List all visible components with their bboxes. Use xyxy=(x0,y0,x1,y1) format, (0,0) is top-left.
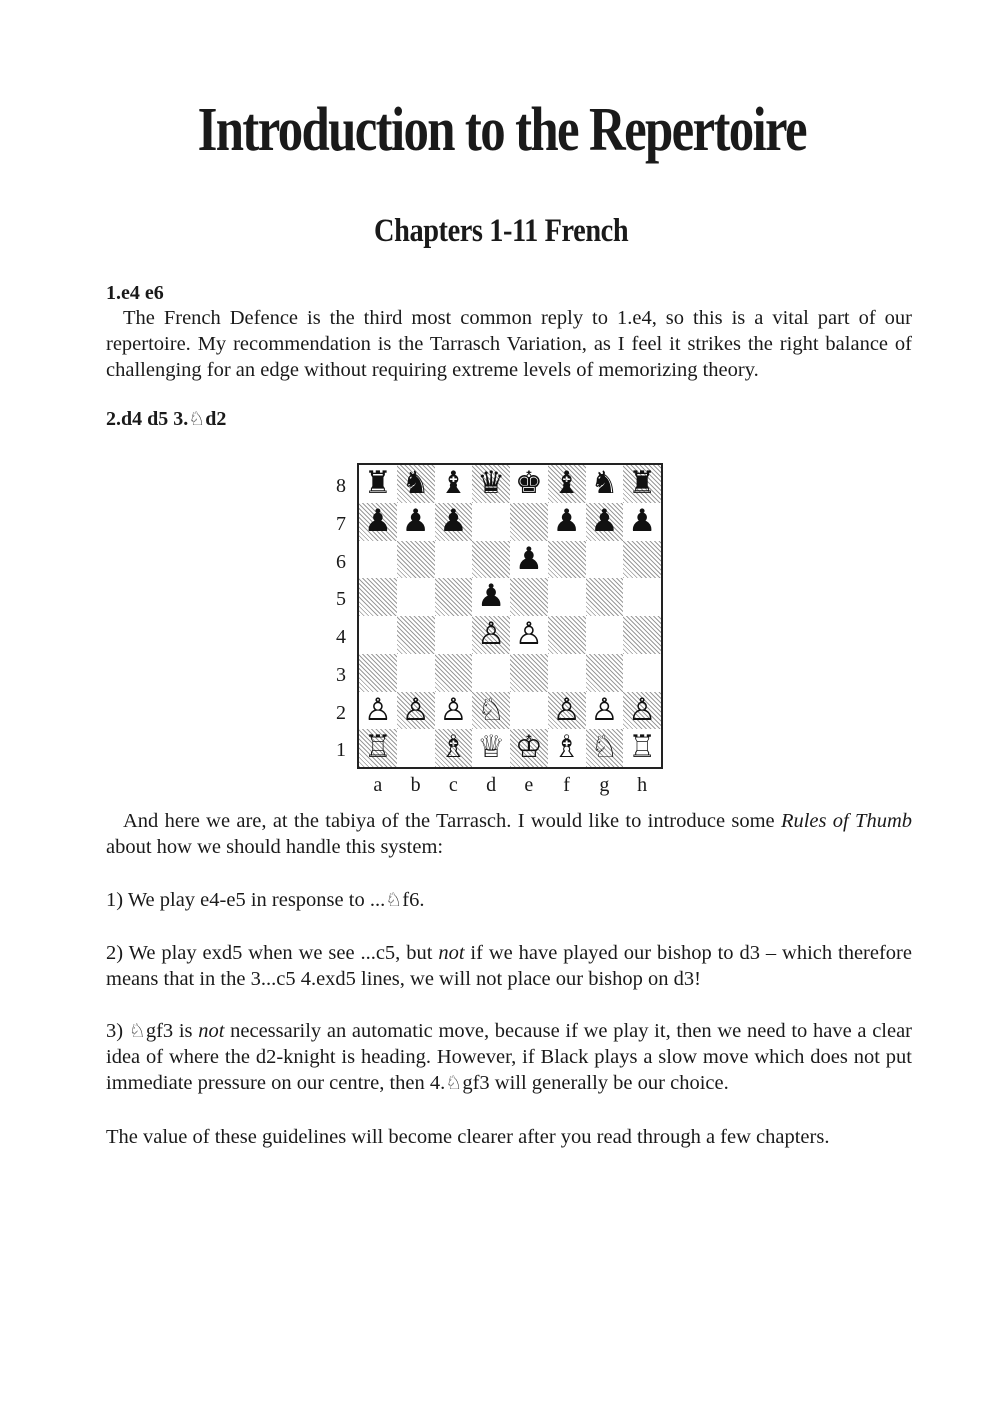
rank-label-4: 4 xyxy=(336,626,346,648)
rule-3-prefix: 3) xyxy=(106,1020,129,1042)
knight-icon: ♘ xyxy=(445,1072,463,1094)
square-g3 xyxy=(586,654,624,692)
square-h6 xyxy=(623,541,661,579)
rule-3 xyxy=(106,1018,912,1096)
square-h3 xyxy=(623,654,661,692)
square-f4 xyxy=(548,616,586,654)
rank-label-6: 6 xyxy=(336,550,346,573)
piece-e1: ♔ xyxy=(514,729,543,766)
square-e5 xyxy=(510,578,548,616)
square-c3 xyxy=(435,654,473,692)
square-a5 xyxy=(359,578,397,616)
rule-1 xyxy=(106,887,912,913)
rank-label-1: 1 xyxy=(336,739,346,762)
move-heading-2-square: d2 xyxy=(205,408,227,430)
piece-h1: ♖ xyxy=(628,729,657,766)
rule-3-text-2: necessarily an automatic move, because if we play it, then we need to have a clear idea of where the d2-knight is heading. However, if Black plays a slow move which does not put immediate pressure on our centre, then 4. xyxy=(106,1020,913,1094)
piece-h8: ♜ xyxy=(628,465,657,501)
piece-a2: ♙ xyxy=(363,691,392,728)
square-a4 xyxy=(359,616,397,654)
rule-2-emphasis: not xyxy=(438,942,465,964)
square-b6 xyxy=(397,541,435,579)
piece-c8: ♝ xyxy=(439,465,468,501)
square-b1 xyxy=(397,729,435,767)
file-label-c: c xyxy=(448,774,458,796)
rank-label-8: 8 xyxy=(336,475,346,497)
square-h4 xyxy=(623,616,661,654)
rules-of-thumb-text: Rules of Thumb xyxy=(780,810,912,832)
piece-d4: ♙ xyxy=(477,616,506,652)
file-label-b: b xyxy=(410,774,421,796)
piece-b7: ♟ xyxy=(401,502,430,539)
square-b5 xyxy=(397,578,435,616)
square-f6 xyxy=(548,541,586,579)
piece-f1: ♗ xyxy=(552,729,581,766)
page-title: Introduction to the Repertoire xyxy=(197,96,806,164)
rank-label-7: 7 xyxy=(336,512,346,535)
square-f3 xyxy=(548,654,586,692)
piece-b8: ♞ xyxy=(401,465,430,501)
intro-paragraph: The French Defence is the third most common reply to 1.e4, so this is a vital part of our repertoire. My recommendation is the Tarrasch Variation, as I feel it strikes the right balance of challenging for an edge without requiring extreme levels of memorizing theory. xyxy=(106,307,912,381)
square-b3 xyxy=(397,654,435,692)
tabiya-text-start: And here we are, at the tabiya of the Tarrasch. I would like to introduce some xyxy=(123,810,781,832)
rank-label-2: 2 xyxy=(336,701,346,724)
file-label-a: a xyxy=(373,774,383,796)
piece-d2: ♘ xyxy=(477,691,506,728)
piece-g7: ♟ xyxy=(590,502,619,539)
piece-g2: ♙ xyxy=(590,691,619,728)
file-label-d: d xyxy=(486,774,497,796)
piece-h7: ♟ xyxy=(628,502,657,539)
move-heading-1: 1.e4 e6 xyxy=(106,282,164,304)
piece-c7: ♟ xyxy=(439,502,468,539)
square-c5 xyxy=(435,578,473,616)
square-c6 xyxy=(435,541,473,579)
piece-h2: ♙ xyxy=(628,691,657,728)
square-a6 xyxy=(359,541,397,579)
square-g4 xyxy=(586,616,624,654)
rule-2-text-end: if we have played our bishop to d3 – which therefore means that in the 3...c5 4.exd5 lines, we will not place our bishop on d3! xyxy=(106,942,912,990)
square-e3 xyxy=(510,654,548,692)
tabiya-text-end: about how we should handle this system: xyxy=(106,836,444,858)
piece-a7: ♟ xyxy=(363,502,392,539)
square-f5 xyxy=(548,578,586,616)
piece-f8: ♝ xyxy=(552,465,581,501)
square-d3 xyxy=(472,654,510,692)
chapter-subtitle: Chapters 1-11 French xyxy=(374,213,629,249)
piece-e8: ♚ xyxy=(514,465,543,501)
rule-1-text-end: f6. xyxy=(402,889,425,911)
piece-a1: ♖ xyxy=(363,729,392,766)
square-c4 xyxy=(435,616,473,654)
move-heading-2 xyxy=(106,408,226,431)
piece-f2: ♙ xyxy=(552,691,581,728)
piece-b2: ♙ xyxy=(401,691,430,728)
piece-e6: ♟ xyxy=(514,540,543,577)
piece-g1: ♘ xyxy=(590,729,619,766)
rule-3-emphasis: not xyxy=(198,1020,225,1042)
square-b4 xyxy=(397,616,435,654)
square-h5 xyxy=(623,578,661,616)
square-e2 xyxy=(510,692,548,730)
square-d6 xyxy=(472,541,510,579)
tabiya-paragraph xyxy=(106,808,912,860)
rule-3-text-3: gf3 will generally be our choice. xyxy=(462,1072,729,1094)
rule-3-text-1: gf3 is xyxy=(145,1020,199,1042)
rank-label-5: 5 xyxy=(336,588,346,611)
piece-c2: ♙ xyxy=(439,691,468,728)
closing-paragraph: The value of these guidelines will become clearer after you read through a few chapters. xyxy=(106,1126,830,1148)
piece-c1: ♗ xyxy=(439,729,468,766)
file-label-f: f xyxy=(563,774,570,796)
piece-d5: ♟ xyxy=(477,578,506,615)
piece-g8: ♞ xyxy=(590,465,619,501)
rule-2 xyxy=(106,940,912,992)
knight-icon: ♘ xyxy=(385,889,403,911)
piece-a8: ♜ xyxy=(363,465,392,501)
move-heading-2-moves: 2.d4 d5 3. xyxy=(106,408,189,430)
piece-e4: ♙ xyxy=(514,616,543,652)
square-g5 xyxy=(586,578,624,616)
chess-board xyxy=(357,463,663,769)
square-e7 xyxy=(510,503,548,541)
file-label-g: g xyxy=(599,774,610,796)
piece-f7: ♟ xyxy=(552,502,581,539)
knight-icon: ♘ xyxy=(188,408,206,430)
file-label-e: e xyxy=(524,774,534,796)
square-d7 xyxy=(472,503,510,541)
piece-d8: ♛ xyxy=(477,465,506,501)
square-g6 xyxy=(586,541,624,579)
knight-icon: ♘ xyxy=(128,1020,146,1042)
rule-2-text-start: 2) We play exd5 when we see ...c5, but xyxy=(106,942,439,964)
rule-1-text-start: 1) We play e4-e5 in response to ... xyxy=(106,889,386,911)
rank-label-3: 3 xyxy=(336,663,346,686)
square-a3 xyxy=(359,654,397,692)
file-label-h: h xyxy=(637,774,648,796)
piece-d1: ♕ xyxy=(477,729,506,766)
